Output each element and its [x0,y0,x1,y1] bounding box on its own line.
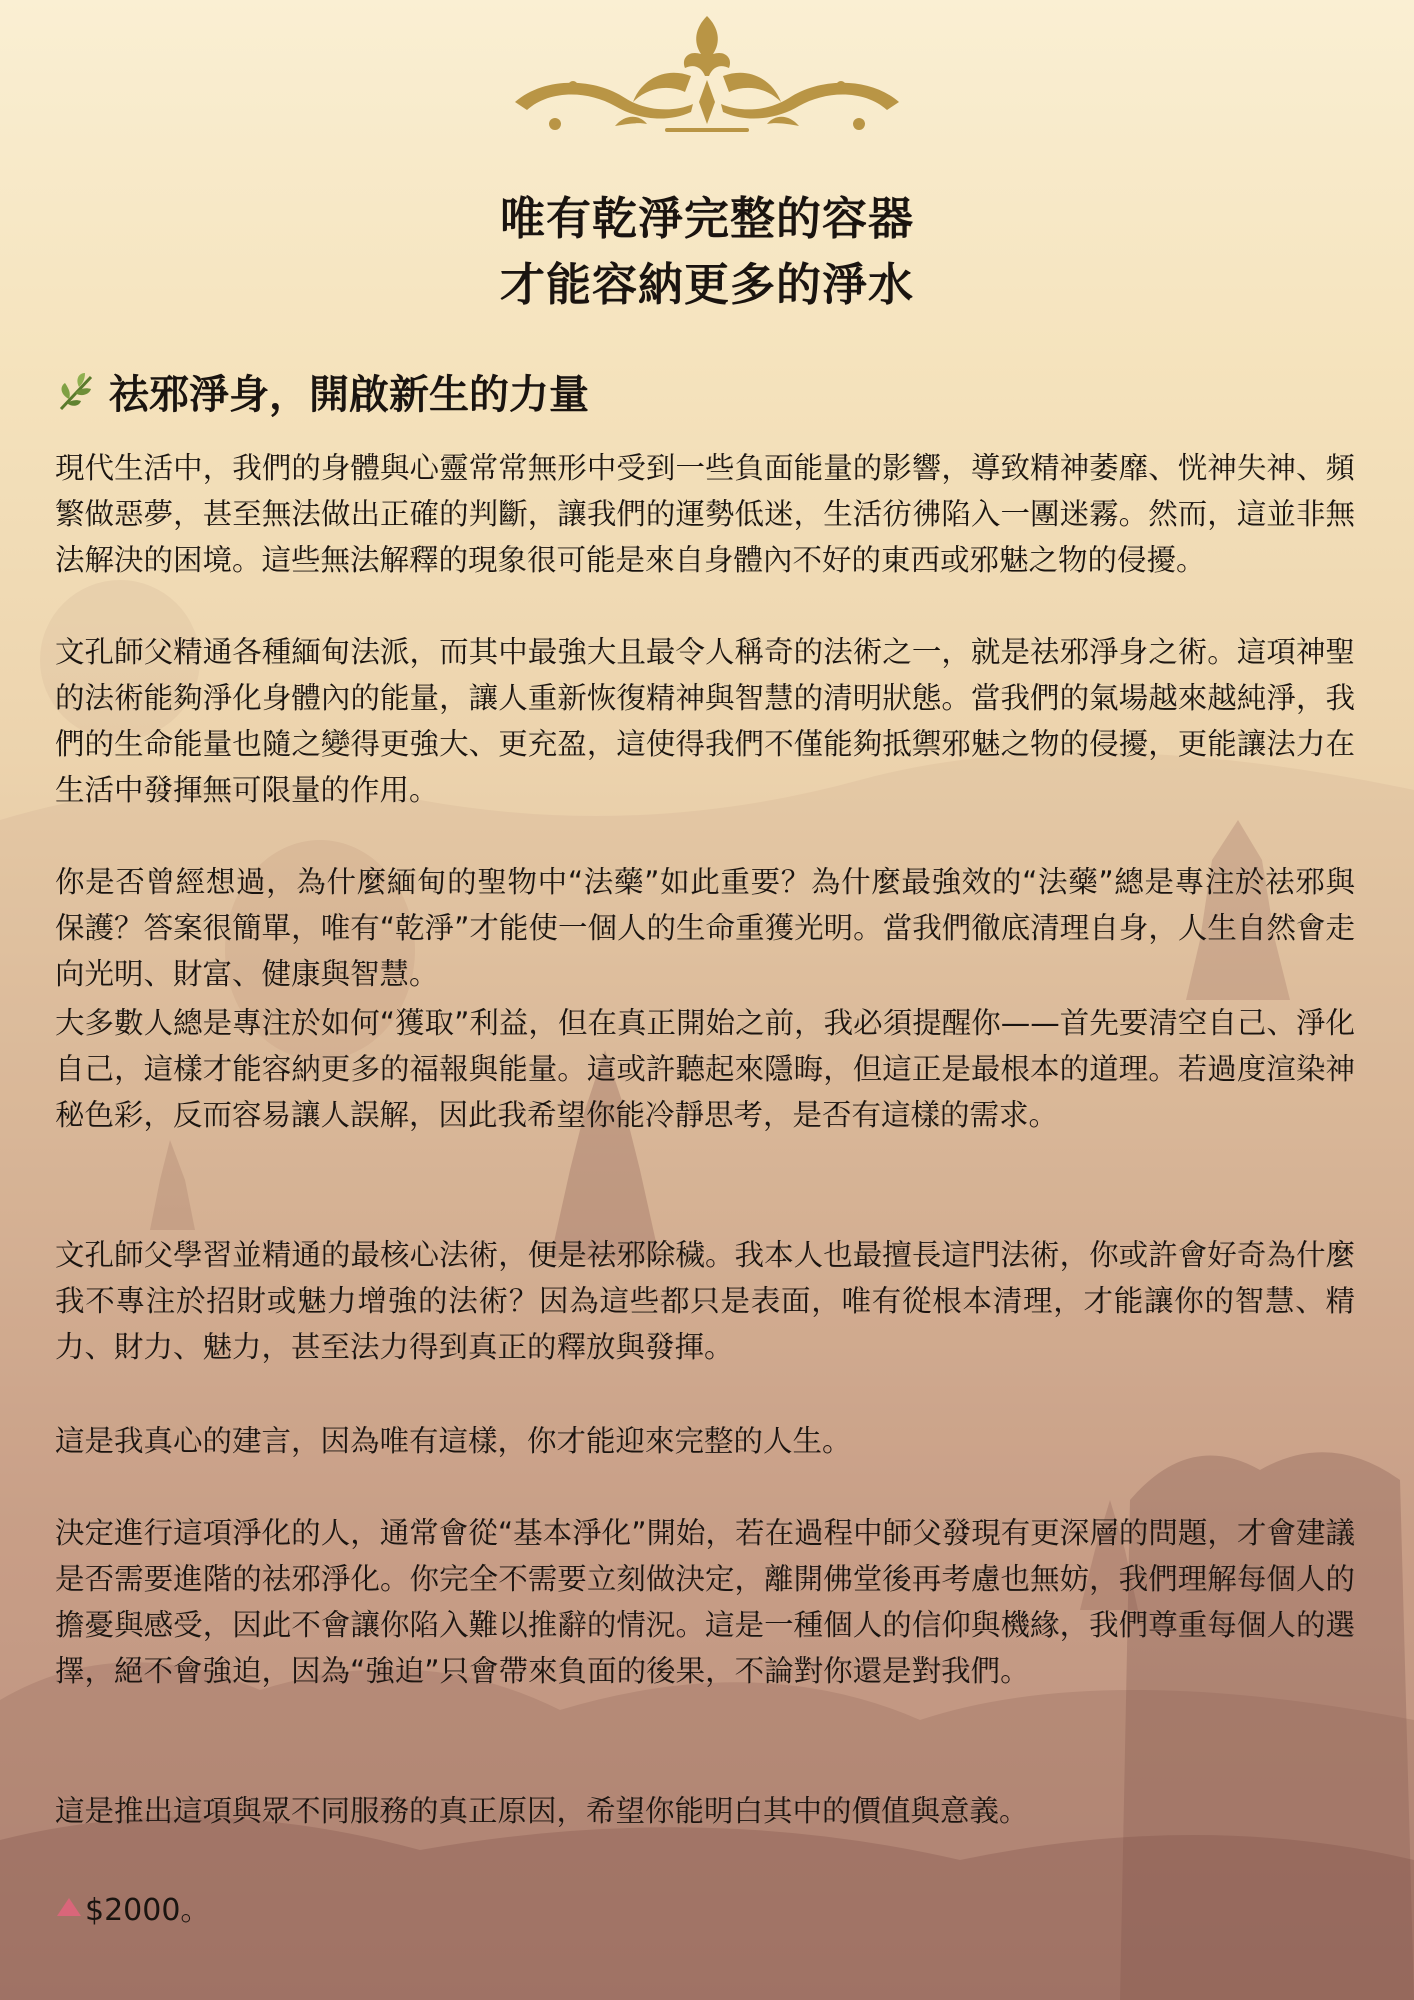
herb-leaf-icon [55,369,99,413]
paragraph-8: 這是推出這項與眾不同服務的真正原因，希望你能明白其中的價值與意義。 [55,1794,1029,1828]
paragraph-4: 大多數人總是專注於如何“獲取”利益，但在真正開始之前，我必須提醒你——首先要清空自己、淨化自己，這樣才能容納更多的福報與能量。這或許聽起來隱晦，但這正是最根本的道理。若過度渲染神秘色彩，反而容易讓人誤解，因此我希望你能冷靜思考，是否有這樣的需求。 [55,1006,1355,1132]
red-triangle-icon [55,1896,83,1918]
section-heading [55,365,589,417]
page-title-line2: 才能容納更多的淨水 [499,258,914,311]
paragraph-2: 文孔師父精通各種緬甸法派，而其中最強大且最令人稱奇的法術之一，就是祛邪淨身之術。這項神聖的法術能夠淨化身體內的能量，讓人重新恢復精神與智慧的清明狀態。當我們的氣場越來越純淨，我們的生命能量也隨之變得更強大、更充盈，這使得我們不僅能夠抵禦邪魅之物的侵擾，更能讓法力在生活中發揮無可限量的作用。 [55,635,1355,807]
page-title-line1: 唯有乾淨完整的容器 [499,192,914,245]
gold-ornament-icon [515,6,899,140]
paragraph-7: 決定進行這項淨化的人，通常會從“基本淨化”開始，若在過程中師父發現有更深層的問題，才會建議是否需要進階的祛邪淨化。你完全不需要立刻做決定，離開佛堂後再考慮也無妨，我們理解每個人的擔憂與感受，因此不會讓你陷入難以推辭的情況。這是一種個人的信仰與機緣，我們尊重每個人的選擇，絕不會強迫，因為“強迫”只會帶來負面的後果，不論對你還是對我們。 [55,1516,1355,1688]
paragraph-5: 文孔師父學習並精通的最核心法術，便是祛邪除穢。我本人也最擅長這門法術，你或許會好奇為什麼我不專注於招財或魅力增強的法術？因為這些都只是表面，唯有從根本清理，才能讓你的智慧、精力、財力、魅力，甚至法力得到真正的釋放與發揮。 [55,1238,1355,1364]
price-text: $2000。 [85,1893,211,1928]
paragraph-1: 現代生活中，我們的身體與心靈常常無形中受到一些負面能量的影響，導致精神萎靡、恍神失神、頻繁做惡夢，甚至無法做出正確的判斷，讓我們的運勢低迷，生活彷彿陷入一團迷霧。然而，這並非無法解決的困境。這些無法解釋的現象很可能是來自身體內不好的東西或邪魅之物的侵擾。 [55,451,1355,577]
price-line [55,1884,210,1930]
paragraph-6: 這是我真心的建言，因為唯有這樣，你才能迎來完整的人生。 [55,1424,852,1458]
section-heading-text: 祛邪淨身，開啟新生的力量 [109,371,589,418]
paragraph-3: 你是否曾經想過，為什麼緬甸的聖物中“法藥”如此重要？為什麼最強效的“法藥”總是專注於祛邪與保護？答案很簡單，唯有“乾淨”才能使一個人的生命重獲光明。當我們徹底清理自身，人生自然會走向光明、財富、健康與智慧。 [55,865,1355,991]
